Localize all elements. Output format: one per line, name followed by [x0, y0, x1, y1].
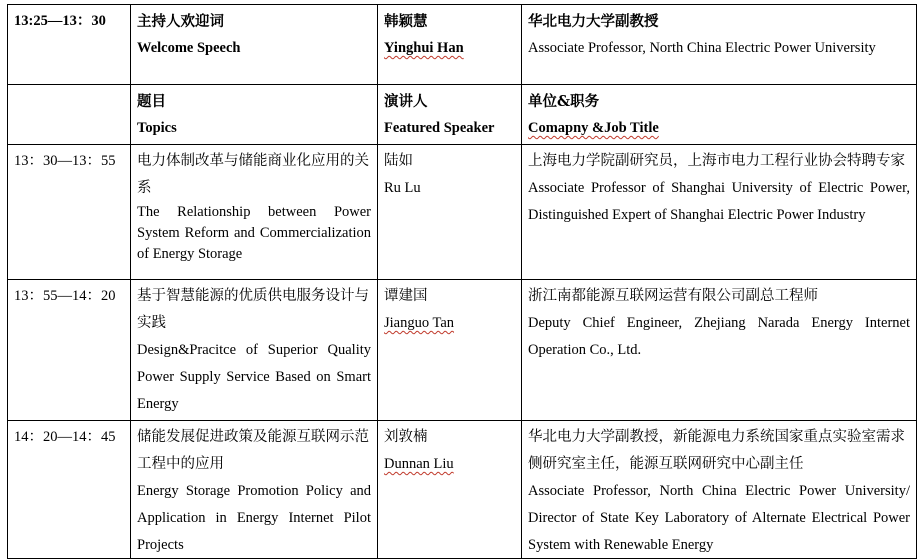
speaker-en: Yinghui Han: [384, 40, 464, 56]
title-cn: 上海电力学院副研究员，上海市电力工程行业协会特聘专家: [528, 153, 905, 169]
title-en: Associate Professor of Shanghai University of Electric Power, Distinguished Expert of Shanghai Electric Power Industry: [528, 180, 910, 223]
title-cn: 华北电力大学副教授: [528, 13, 659, 30]
time-text: 13：55—14：20: [14, 288, 116, 304]
speaker-cell: [378, 280, 522, 421]
topic-en: The Relationship between Power System Reform and Commercialization of Energy Storage: [137, 204, 371, 262]
time-cell: [8, 421, 131, 559]
speaker-cn: 陆如: [384, 153, 413, 169]
time-cell: [8, 85, 131, 145]
topic-cn: 主持人欢迎词: [137, 13, 224, 30]
speaker-cn: 韩颖慧: [384, 13, 428, 30]
topic-en: Topics: [137, 120, 177, 136]
time-text: 14：20—14：45: [14, 429, 116, 445]
title-cn: 华北电力大学副教授，新能源电力系统国家重点实验室需求侧研究室主任，能源互联网研究中心副主任: [528, 429, 905, 472]
title-en: Associate Professor, North China Electric Power University: [528, 40, 876, 56]
table-header-row: [8, 85, 917, 145]
speaker-cell: [378, 85, 522, 145]
topic-en: Energy Storage Promotion Policy and Application in Energy Internet Pilot Projects: [137, 483, 371, 553]
agenda-table: [7, 4, 917, 559]
table-row: [8, 145, 917, 280]
speaker-cell: [378, 145, 522, 280]
speaker-cn: 谭建国: [384, 288, 428, 304]
topic-cn: 基于智慧能源的优质供电服务设计与实践: [137, 288, 369, 331]
topic-en: Design&Pracitce of Superior Quality Power Supply Service Based on Smart Energy: [137, 342, 371, 412]
title-cell: [522, 280, 917, 421]
speaker-en: Featured Speaker: [384, 120, 495, 136]
table-row: [8, 421, 917, 559]
time-text: 13：30—13：55: [14, 153, 116, 169]
topic-cell: [131, 5, 378, 85]
title-cell: [522, 5, 917, 85]
speaker-cn: 刘敦楠: [384, 429, 428, 445]
title-en: Comapny &Job Title: [528, 120, 659, 136]
topic-cn: 储能发展促进政策及能源互联网示范工程中的应用: [137, 429, 369, 472]
speaker-cell: [378, 421, 522, 559]
time-cell: [8, 145, 131, 280]
speaker-cn: 演讲人: [384, 93, 428, 110]
title-en: Associate Professor, North China Electric Power University/ Director of State Key Laboratory of Alternate Electrical Power System with Renewable Energy: [528, 483, 910, 553]
topic-cn: 电力体制改革与储能商业化应用的关系: [137, 153, 369, 196]
time-cell: [8, 5, 131, 85]
title-cell: [522, 85, 917, 145]
topic-cell: [131, 280, 378, 421]
time-cell: [8, 280, 131, 421]
speaker-en: Ru Lu: [384, 180, 421, 196]
speaker-en: Jianguo Tan: [384, 315, 455, 331]
topic-cell: [131, 421, 378, 559]
topic-cn: 题目: [137, 93, 166, 110]
table-row: [8, 280, 917, 421]
title-en: Deputy Chief Engineer, Zhejiang Narada Energy Internet Operation Co., Ltd.: [528, 315, 910, 358]
table-row: [8, 5, 917, 85]
title-cn: 单位&职务: [528, 93, 600, 110]
speaker-cell: [378, 5, 522, 85]
title-cn: 浙江南都能源互联网运营有限公司副总工程师: [528, 288, 818, 304]
topic-cell: [131, 85, 378, 145]
speaker-en: Dunnan Liu: [384, 456, 454, 472]
time-text: 13:25—13：30: [14, 13, 106, 29]
title-cell: [522, 421, 917, 559]
topic-cell: [131, 145, 378, 280]
topic-en: Welcome Speech: [137, 40, 241, 56]
title-cell: [522, 145, 917, 280]
